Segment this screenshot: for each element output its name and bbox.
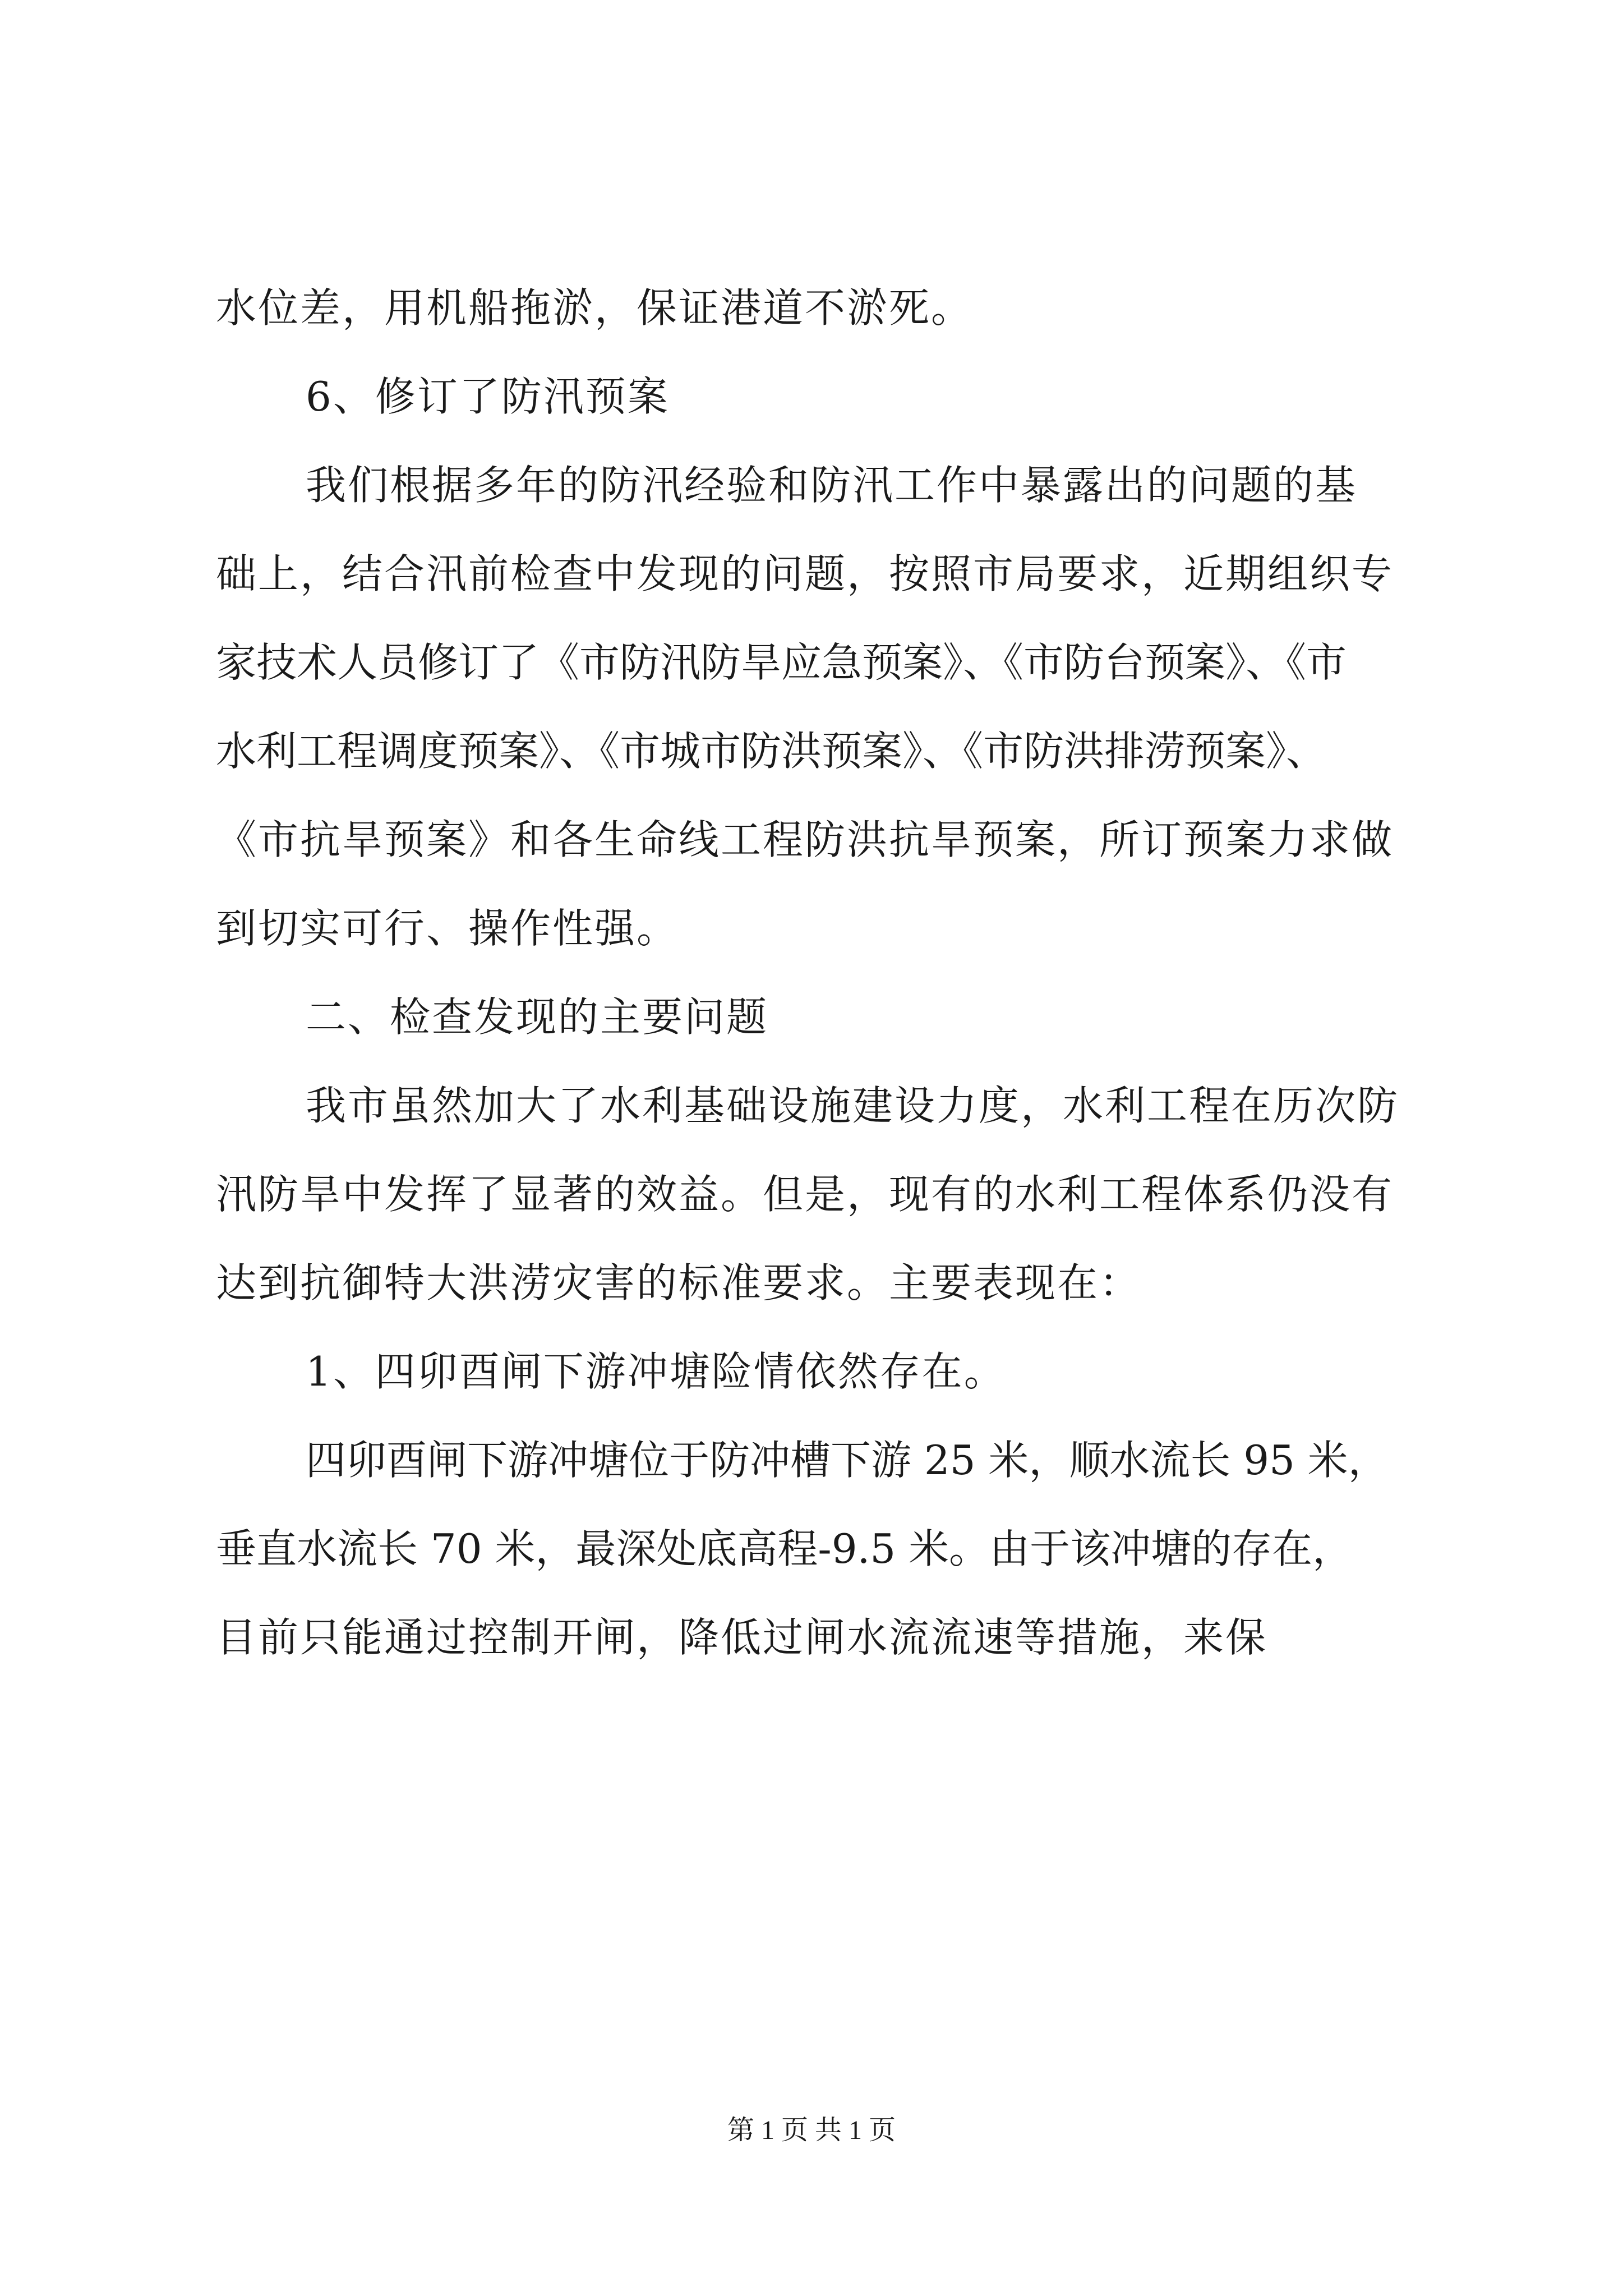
page-number-footer: 第 1 页 共 1 页 <box>727 2115 896 2145</box>
body-line-6: 水利工程调度预案》、《市城市防洪预案》、《市防洪排涝预案》、 <box>216 728 1327 775</box>
body-line-4: 础上，结合汛前检查中发现的问题，按照市局要求，近期组织专 <box>216 550 1394 597</box>
body-line-14: 四卯酉闸下游冲塘位于防冲槽下游 25 米，顺水流长 95 米， <box>306 1437 1389 1484</box>
body-line-11: 汛防旱中发挥了显著的效益。但是，现有的水利工程体系仍没有 <box>216 1171 1394 1218</box>
body-line-10: 我市虽然加大了水利基础设施建设力度，水利工程在历次防 <box>306 1082 1400 1129</box>
body-line-16: 目前只能通过控制开闸，降低过闸水流流速等措施，来保 <box>216 1614 1268 1661</box>
body-line-8: 到切实可行、操作性强。 <box>216 905 679 952</box>
document-body <box>216 264 1422 1682</box>
body-line-7: 《市抗旱预案》和各生命线工程防洪抗旱预案，所订预案力求做 <box>216 816 1394 863</box>
section-heading-main-problems: 二、检查发现的主要问题 <box>306 993 769 1041</box>
section-heading-revised-flood-plans: 6、修订了防汛预案 <box>306 373 670 420</box>
section-heading-scour-pit: 1、四卯酉闸下游冲塘险情依然存在。 <box>306 1348 1006 1395</box>
body-line-3: 我们根据多年的防汛经验和防汛工作中暴露出的问题的基 <box>306 462 1358 509</box>
body-line-5: 家技术人员修订了《市防汛防旱应急预案》、《市防台预案》、《市 <box>216 639 1347 686</box>
body-line-15: 垂直水流长 70 米，最深处底高程-9.5 米。由于该冲塘的存在， <box>216 1525 1353 1572</box>
body-line-12: 达到抗御特大洪涝灾害的标准要求。主要表现在： <box>216 1259 1142 1306</box>
body-line-1: 水位差，用机船拖淤，保证港道不淤死。 <box>216 284 974 332</box>
